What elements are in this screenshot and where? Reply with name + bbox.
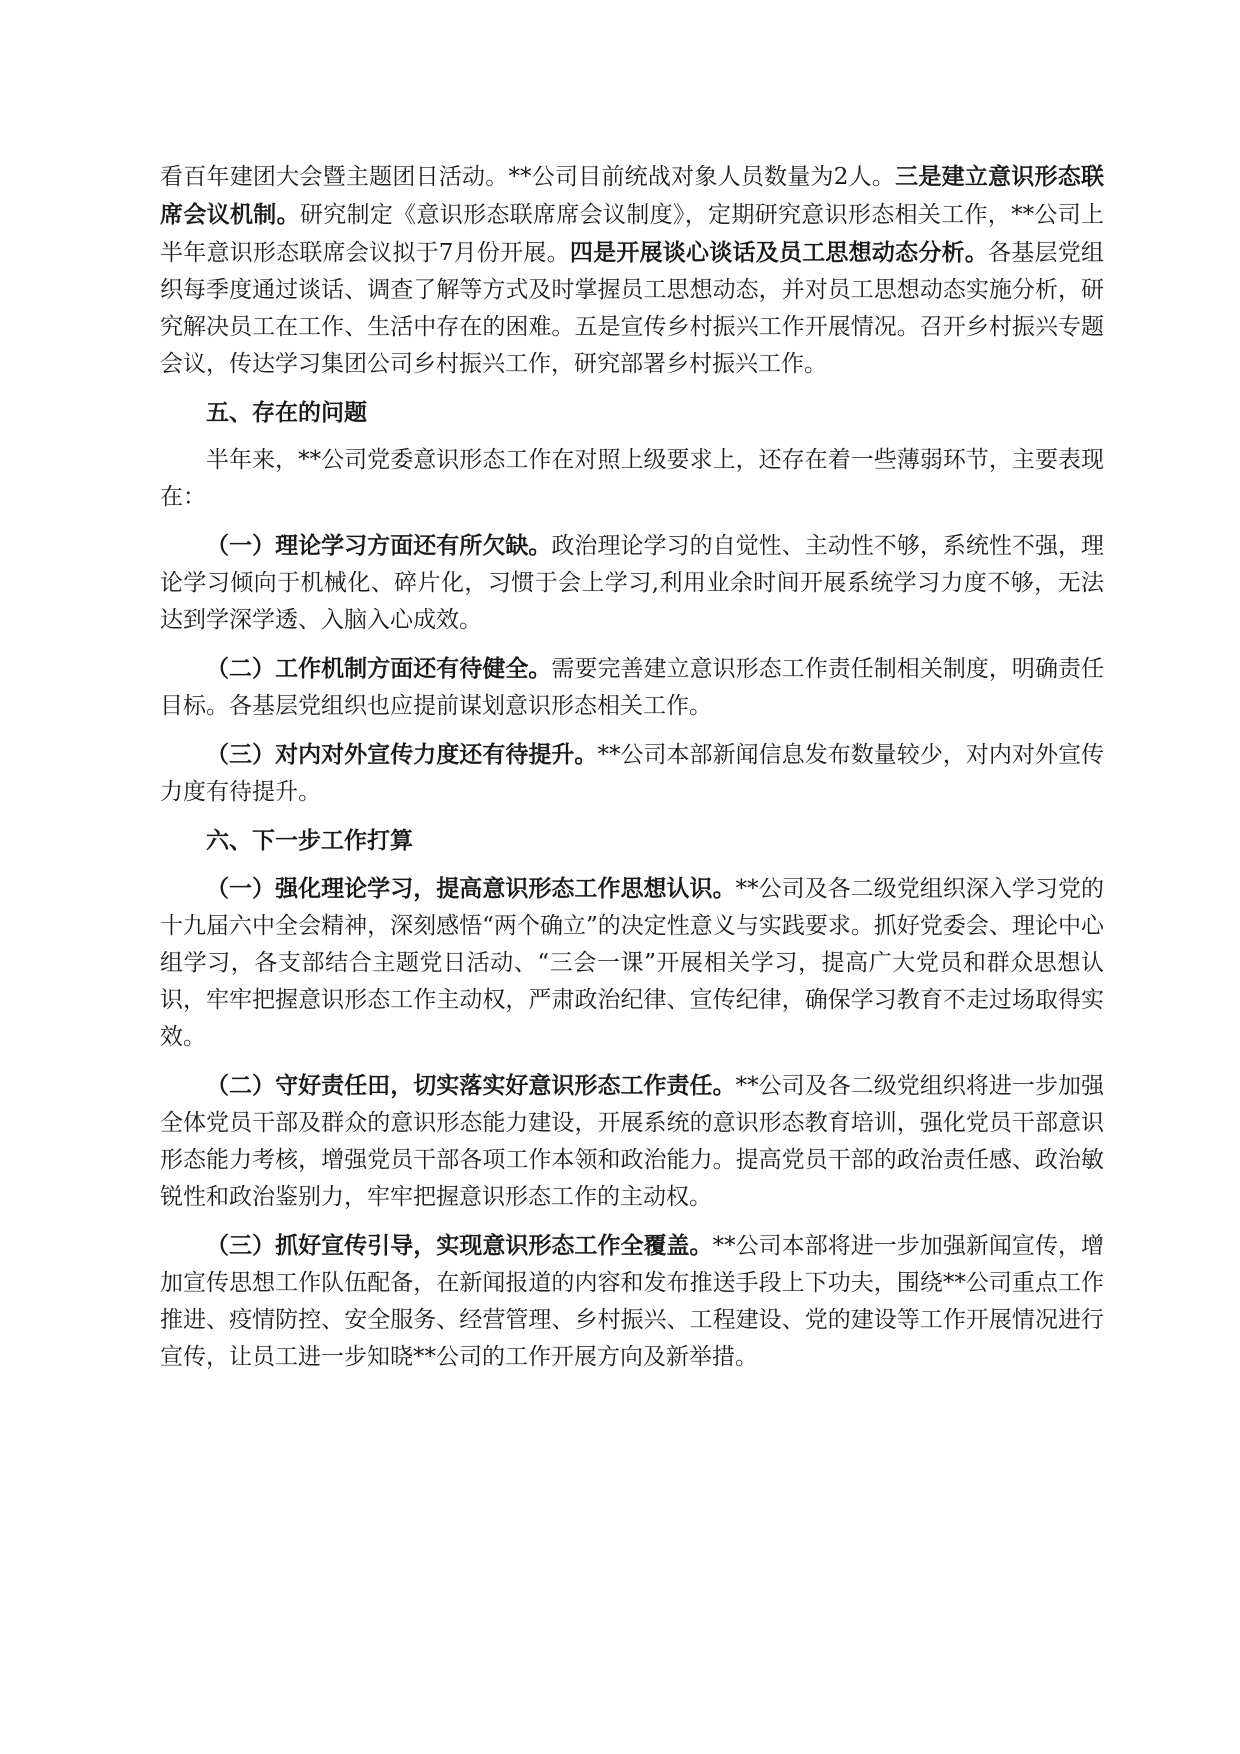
list-item-problem-2: [160, 650, 1104, 725]
bold-phrase: 四是开展谈心谈话及员工思想动态分析。: [569, 239, 989, 266]
item-text: 需要完善建立意识形态工作责任制相关制度，明确责任目标。各基层党组织也应提前谋划意识形态相关工作。: [160, 656, 1105, 719]
item-lead: （一）强化理论学习，提高意识形态工作思想认识。: [206, 875, 736, 902]
item-lead: （二）守好责任田，切实落实好意识形态工作责任。: [206, 1072, 736, 1099]
list-item-plan-2: [160, 1067, 1104, 1216]
paragraph-text: 各基层党组织每季度通过谈话、调查了解等方式及时掌握员工思想动态，并对员工思想动态实施分析，研究解决员工在工作、生活中存在的困难。五是宣传乡村振兴工作开展情况。召开乡村振兴专题会议，传达学习集团公司乡村振兴工作，研究部署乡村振兴工作。: [160, 240, 1105, 377]
list-item-plan-3: [160, 1227, 1104, 1376]
paragraph-continuation: [160, 158, 1104, 383]
section-heading-next-steps: 六、下一步工作打算: [206, 827, 413, 854]
list-item-problem-1: [160, 527, 1104, 639]
document-page: [160, 158, 1104, 1387]
paragraph-text: 看百年建团大会暨主题团日活动。**公司目前统战对象人员数量为2人。: [160, 164, 896, 190]
item-lead: （二）工作机制方面还有待健全。: [206, 655, 552, 682]
item-text: **公司本部将进一步加强新闻宣传，增加宣传思想工作队伍配备，在新闻报道的内容和发布推送手段上下功夫，围绕**公司重点工作推进、疫情防控、安全服务、经营管理、乡村振兴、工程建设、党的建设等工作开展情况进行宣传，让员工进一步知晓**公司的工作开展方向及新举措。: [160, 1233, 1105, 1370]
item-lead: （一）理论学习方面还有所欠缺。: [206, 532, 552, 559]
section-heading-problems: 五、存在的问题: [206, 399, 367, 426]
item-lead: （三）抓好宣传引导，实现意识形态工作全覆盖。: [206, 1232, 713, 1259]
item-lead: （三）对内对外宣传力度还有待提升。: [206, 741, 598, 768]
item-text: **公司及各二级党组织深入学习党的十九届六中全会精神，深刻感悟“两个确立”的决定性意义与实践要求。抓好党委会、理论中心组学习，各支部结合主题党日活动、“三会一课”开展相关学习，提高广大党员和群众思想认识，牢牢把握意识形态工作主动权，严肃政治纪律、宣传纪律，确保学习教育不走过场取得实效。: [160, 876, 1105, 1050]
bold-phrase: 三是建立意识形态联席会议机制。: [160, 163, 1104, 228]
list-item-plan-1: [160, 870, 1104, 1056]
item-text: **公司及各二级党组织将进一步加强全体党员干部及群众的意识形态能力建设，开展系统的意识形态教育培训，强化党员干部意识形态能力考核，增强党员干部各项工作本领和政治能力。提高党员干部的政治责任感、政治敏锐性和政治鉴别力，牢牢把握意识形态工作的主动权。: [160, 1073, 1105, 1210]
section-intro: 半年来，**公司党委意识形态工作在对照上级要求上，还存在着一些薄弱环节，主要表现在：: [160, 447, 1104, 510]
paragraph-text: 研究制定《意识形态联席席会议制度》，定期研究意识形态相关工作，**公司上半年意识形态联席会议拟于7月份开展。: [160, 202, 1104, 266]
list-item-problem-3: [160, 736, 1104, 811]
item-text: **公司本部新闻信息发布数量较少，对内对外宣传力度有待提升。: [160, 742, 1105, 805]
item-text: 政治理论学习的自觉性、主动性不够，系统性不强，理论学习倾向于机械化、碎片化，习惯于会上学习,利用业余时间开展系统学习力度不够，无法达到学深学透、入脑入心成效。: [160, 533, 1105, 633]
